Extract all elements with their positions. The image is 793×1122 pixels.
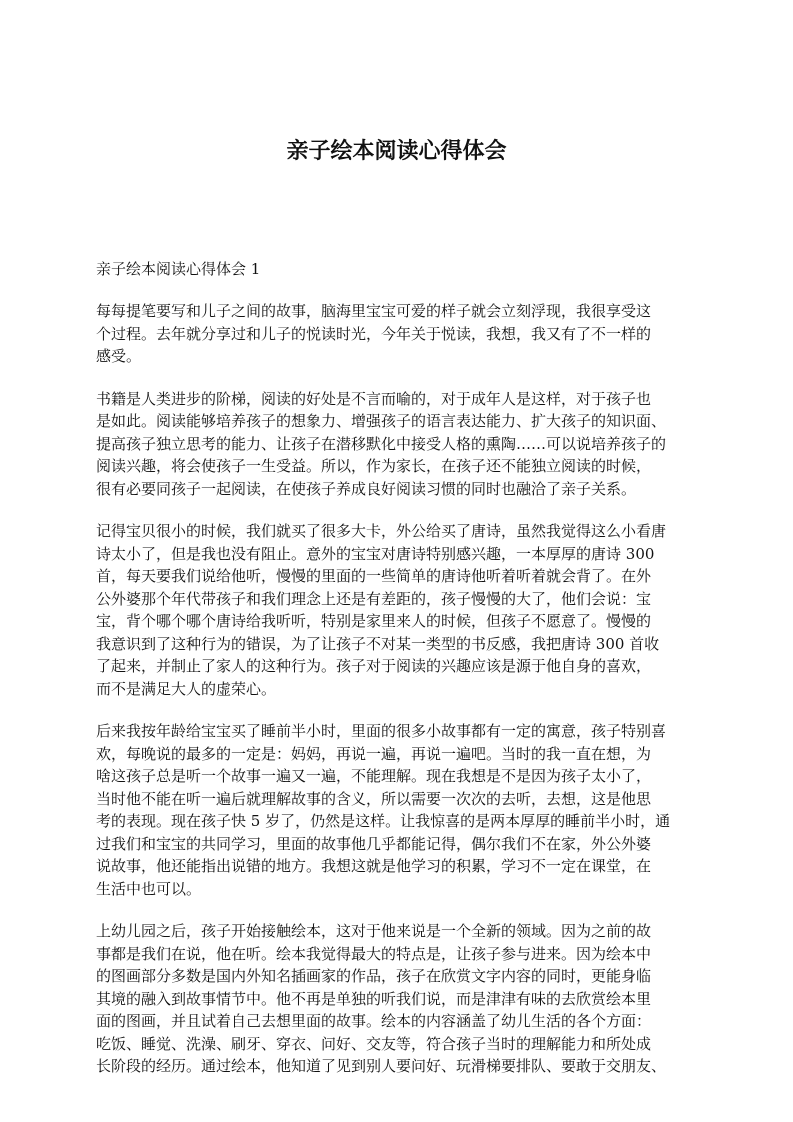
paragraph-line: 当时他不能在听一遍后就理解故事的含义，所以需要一次次的去听，去想，这是他思 bbox=[96, 789, 652, 808]
paragraph-line: 考的表现。现在孩子快 5 岁了，仍然是这样。让我惊喜的是两本厚厚的睡前半小时，通 bbox=[96, 812, 671, 830]
paragraph-line: 而不是满足大人的虚荣心。 bbox=[96, 679, 277, 698]
paragraph bbox=[96, 720, 710, 900]
paragraph-line: 诗太小了，但是我也没有阻止。意外的宝宝对唐诗特别感兴趣，一本厚厚的唐诗 300 bbox=[96, 544, 655, 563]
paragraph-line: 过我们和宝宝的共同学习，里面的故事他几乎都能记得，偶尔我们不在家，外公外婆 bbox=[96, 834, 652, 853]
paragraph-line: 说故事，他还能指出说错的地方。我想这就是他学习的积累，学习不一定在课堂，在 bbox=[96, 857, 652, 875]
paragraph-line: 提高孩子独立思考的能力、让孩子在潜移默化中接受人格的熏陶……可以说培养孩子的 bbox=[96, 434, 667, 453]
paragraph-line: 其境的融入到故事情节中。他不再是单独的听我们说，而是津津有味的去欣赏绘本里 bbox=[96, 989, 652, 1008]
paragraph-line: 吃饭、睡觉、洗澡、刷牙、穿衣、问好、交友等，符合孩子当时的理解能力和所处成 bbox=[96, 1034, 652, 1053]
paragraph-line: 事都是我们在说，他在听。绘本我觉得最大的特点是，让孩子参与进来。因为绘本中 bbox=[96, 944, 652, 963]
paragraph-line: 长阶段的经历。通过绘本，他知道了见到别人要问好、玩滑梯要排队、要敢于交朋友、 bbox=[96, 1057, 667, 1075]
paragraph-line: 个过程。去年就分享过和儿子的悦读时光，今年关于悦读，我想，我又有了不一样的 bbox=[96, 324, 652, 343]
paragraph bbox=[96, 388, 710, 501]
paragraph-line: 后来我按年龄给宝宝买了睡前半小时，里面的很多小故事都有一定的寓意，孩子特别喜 bbox=[96, 722, 667, 740]
paragraph-line: 面的图画，并且试着自己去想里面的故事。绘本的内容涵盖了幼儿生活的各个方面： bbox=[96, 1012, 652, 1030]
paragraph-line: 公外婆那个年代带孩子和我们理念上还是有差距的，孩子慢慢的大了，他们会说：宝 bbox=[96, 589, 652, 608]
document-title: 亲子绘本阅读心得体会 bbox=[286, 139, 507, 164]
paragraph-line: 很有必要同孩子一起阅读，在使孩子养成良好阅读习惯的同时也融洽了亲子关系。 bbox=[96, 479, 637, 498]
paragraph-line: 宝，背个哪个哪个唐诗给我听听，特别是家里来人的时候，但孩子不愿意了。慢慢的 bbox=[96, 612, 652, 630]
paragraph-line: 啥这孩子总是听一个故事一遍又一遍，不能理解。现在我想是不是因为孩子太小了， bbox=[96, 767, 652, 785]
paragraph-line: 欢，每晚说的最多的一定是：妈妈，再说一遍，再说一遍吧。当时的我一直在想，为 bbox=[96, 744, 652, 763]
paragraph-line: 首，每天要我们说给他听，慢慢的里面的一些简单的唐诗他听着听着就会背了。在外 bbox=[96, 567, 652, 585]
paragraph-line: 书籍是人类进步的阶梯，阅读的好处是不言而喻的，对于成年人是这样，对于孩子也 bbox=[96, 389, 652, 408]
paragraph-list bbox=[96, 300, 710, 1078]
paragraph-line: 了起来，并制止了家人的这种行为。孩子对于阅读的兴趣应该是源于他自身的喜欢， bbox=[96, 657, 652, 675]
paragraph bbox=[96, 920, 710, 1078]
paragraph bbox=[96, 520, 710, 700]
paragraph-line: 生活中也可以。 bbox=[96, 879, 202, 898]
paragraph-line: 阅读兴趣，将会使孩子一生受益。所以，作为家长，在孩子还不能独立阅读的时候， bbox=[96, 457, 652, 475]
paragraph-line: 记得宝贝很小的时候，我们就买了很多大卡，外公给买了唐诗，虽然我觉得这么小看唐 bbox=[96, 522, 667, 540]
paragraph-line: 上幼儿园之后，孩子开始接触绘本，这对于他来说是一个全新的领域。因为之前的故 bbox=[96, 922, 652, 940]
paragraph-line: 每每提笔要写和儿子之间的故事，脑海里宝宝可爱的样子就会立刻浮现，我很享受这 bbox=[96, 302, 652, 320]
paragraph bbox=[96, 300, 710, 368]
document-body bbox=[96, 258, 710, 1098]
paragraph-line: 感受。 bbox=[96, 347, 142, 365]
section-subheading: 亲子绘本阅读心得体会 1 bbox=[96, 260, 261, 278]
paragraph-line: 是如此。阅读能够培养孩子的想象力、增强孩子的语言表达能力、扩大孩子的知识面、 bbox=[96, 412, 667, 430]
paragraph-line: 的图画部分多数是国内外知名插画家的作品，孩子在欣赏文字内容的同时，更能身临 bbox=[96, 967, 652, 985]
paragraph-line: 我意识到了这种行为的错误，为了让孩子不对某一类型的书反感，我把唐诗 300 首收 bbox=[96, 634, 660, 653]
